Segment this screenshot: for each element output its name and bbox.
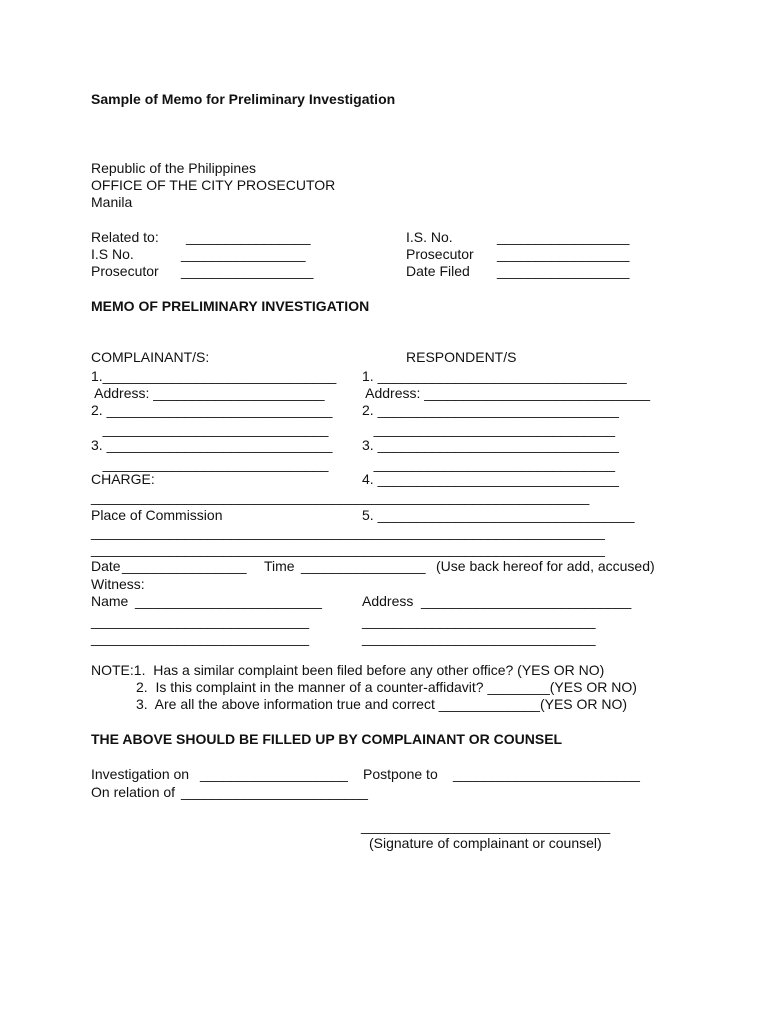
respondents-label: RESPONDENT/S xyxy=(406,349,517,365)
commission-field-2: __________________________________________________________________ xyxy=(91,541,605,557)
relation-field: ________________________ xyxy=(181,784,368,800)
respondent-1-field: 1. ________________________________ xyxy=(362,368,627,384)
memo-heading: MEMO OF PRELIMINARY INVESTIGATION xyxy=(91,298,370,314)
is-no-right-label: I.S. No. xyxy=(406,229,453,245)
witness-address-field-3: ______________________________ xyxy=(362,630,596,646)
complainant-2-field: 2. _____________________________ xyxy=(91,402,333,418)
postpone-label: Postpone to xyxy=(363,766,438,782)
prosecutor-right-label: Prosecutor xyxy=(406,246,474,262)
document-title: Sample of Memo for Preliminary Investigation xyxy=(91,91,396,107)
note-2: 2. Is this complaint in the manner of a counter-affidavit? ________(YES OR NO) xyxy=(136,679,637,695)
witness-name-field-3: ____________________________ xyxy=(91,630,310,646)
country-line: Republic of the Philippines xyxy=(91,160,256,176)
witness-label: Witness: xyxy=(91,576,145,592)
prosecutor-label: Prosecutor xyxy=(91,263,159,279)
witness-name-field-2: ____________________________ xyxy=(91,613,310,629)
respondent-5-field: 5. _________________________________ xyxy=(362,507,635,523)
respondent-3-cont: _______________________________ xyxy=(362,456,616,472)
relation-label: On relation of xyxy=(91,784,176,800)
city-line: Manila xyxy=(91,194,133,210)
date-filed-label: Date Filed xyxy=(406,263,470,279)
time-label: Time xyxy=(264,558,295,574)
respondent-4-field: 4. _______________________________ xyxy=(362,471,619,487)
witness-address-label: Address xyxy=(362,593,414,609)
back-hereof-note: (Use back hereof for add, accused) xyxy=(436,558,655,574)
date-filed-field: _________________ xyxy=(497,263,630,279)
prosecutor-field: _________________ xyxy=(181,263,314,279)
is-no-right-field: _________________ xyxy=(497,229,630,245)
commission-field-1: __________________________________________________________________ xyxy=(91,524,605,540)
is-no-label: I.S No. xyxy=(91,246,134,262)
is-no-field: ________________ xyxy=(181,246,306,262)
investigation-label: Investigation on xyxy=(91,766,190,782)
complainant-3-cont: _____________________________ xyxy=(91,456,329,472)
note-1: NOTE:1. Has a similar complaint been filed before any other office? (YES OR NO) xyxy=(91,662,605,678)
prosecutor-right-field: _________________ xyxy=(497,246,630,262)
witness-address-field-2: ______________________________ xyxy=(362,613,596,629)
related-to-label: Related to: xyxy=(91,229,159,245)
respondent-1-address: Address: _____________________________ xyxy=(362,385,651,401)
place-of-commission-label: Place of Commission xyxy=(91,507,223,523)
filled-by-heading: THE ABOVE SHOULD BE FILLED UP BY COMPLAINANT OR COUNSEL xyxy=(91,731,563,747)
respondent-3-field: 3. _______________________________ xyxy=(362,437,619,453)
respondent-2-cont: _______________________________ xyxy=(362,421,616,437)
investigation-field: ___________________ xyxy=(200,766,348,782)
note-3: 3. Are all the above information true and correct _____________(YES OR NO) xyxy=(136,696,628,712)
witness-name-field: ________________________ xyxy=(135,593,322,609)
complainant-2-cont: _____________________________ xyxy=(91,421,329,437)
date-field: ________________ xyxy=(122,558,247,574)
related-to-field: ________________ xyxy=(186,229,311,245)
postpone-field: ________________________ xyxy=(453,766,640,782)
date-label: Date xyxy=(91,558,121,574)
complainant-1-field: 1.______________________________ xyxy=(91,368,337,384)
time-field: ________________ xyxy=(301,558,426,574)
signature-label: (Signature of complainant or counsel) xyxy=(369,835,602,851)
complainants-label: COMPLAINANT/S: xyxy=(91,349,210,365)
office-line: OFFICE OF THE CITY PROSECUTOR xyxy=(91,177,336,193)
complainant-1-address: Address: ______________________ xyxy=(91,385,325,401)
signature-line: ________________________________ xyxy=(361,818,611,834)
respondent-2-field: 2. _______________________________ xyxy=(362,402,619,418)
charge-label: CHARGE: xyxy=(91,471,155,487)
complainant-3-field: 3. _____________________________ xyxy=(91,437,333,453)
witness-address-field: ___________________________ xyxy=(421,593,632,609)
charge-field: ________________________________________________________________ xyxy=(91,489,590,505)
witness-name-label: Name xyxy=(91,593,129,609)
